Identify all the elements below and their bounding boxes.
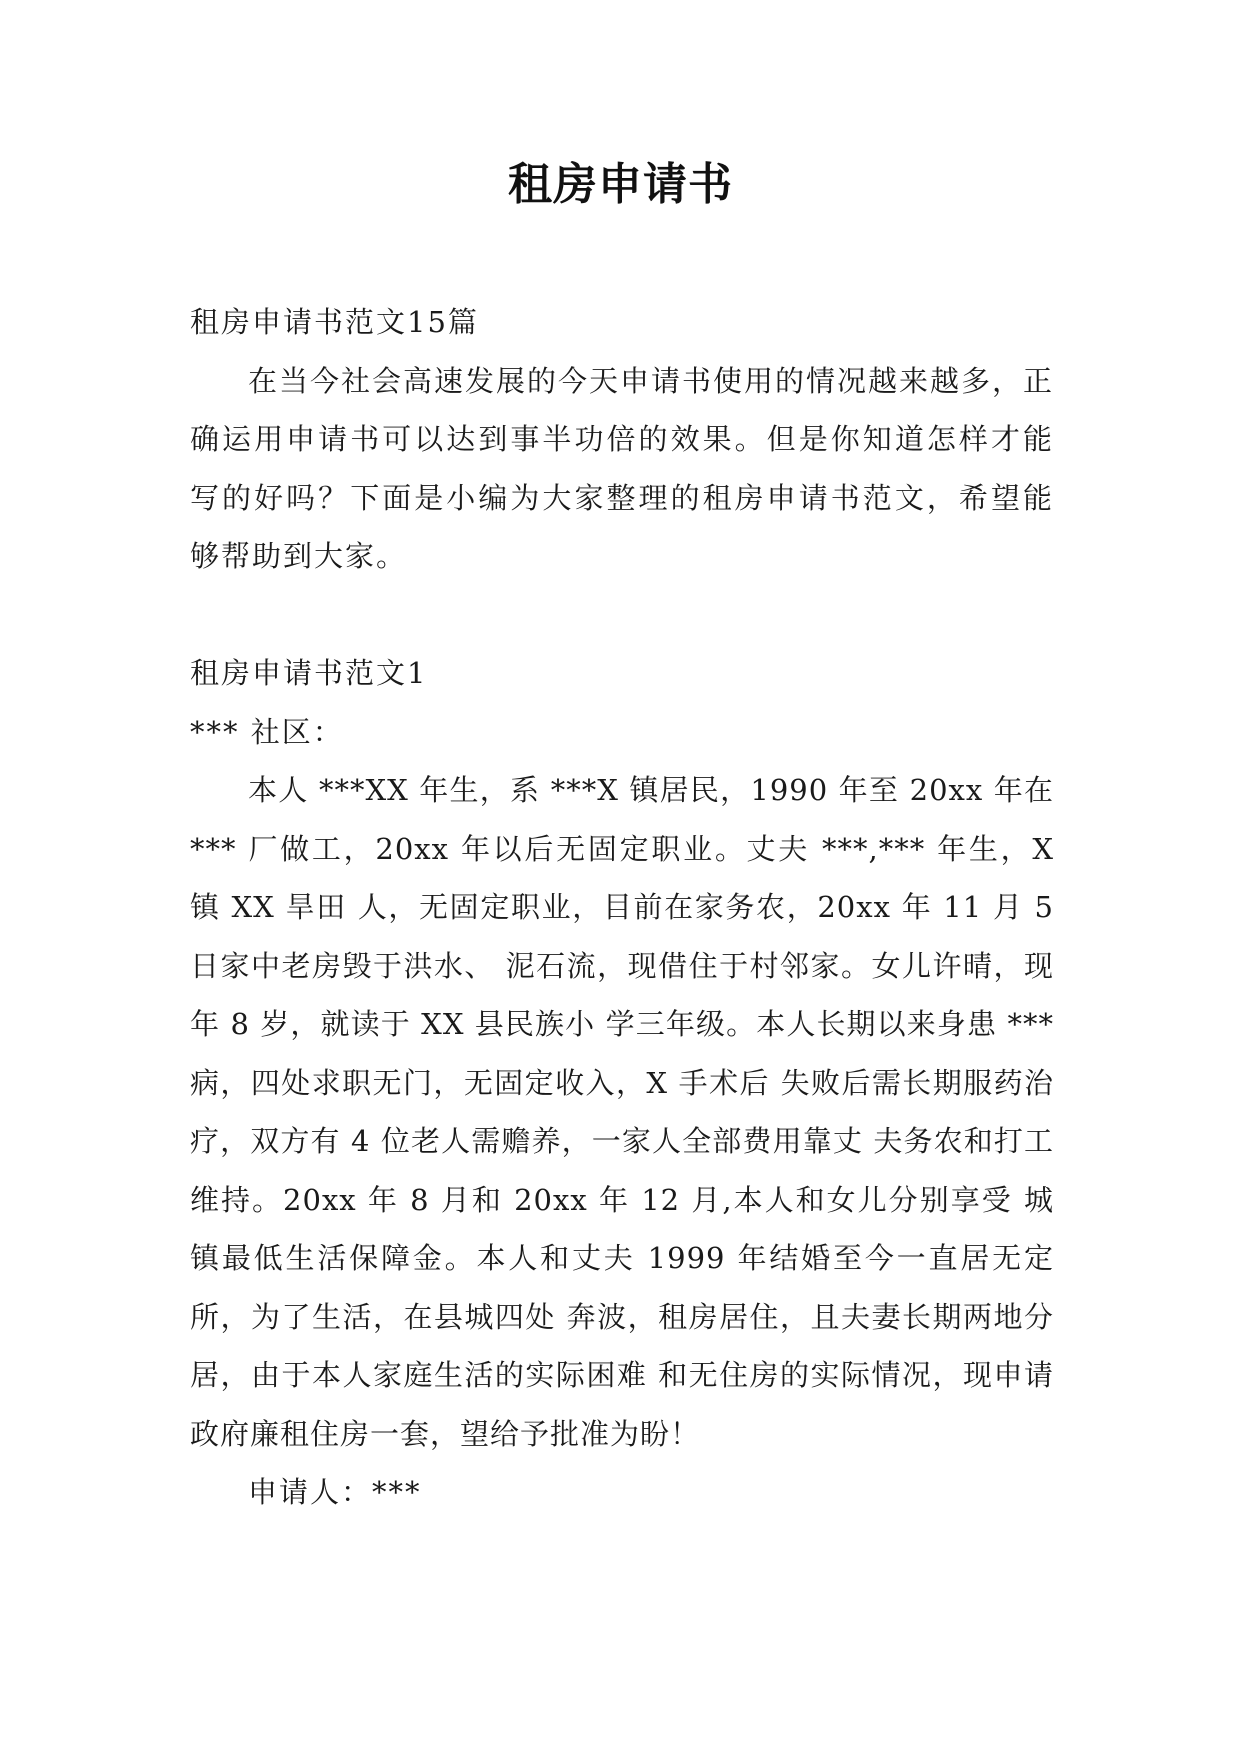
salutation-line: *** 社区： [190,714,344,749]
subtitle-line: 租房申请书范文15篇 [190,305,479,339]
document-title: 租房申请书 [508,159,733,210]
letter-body-paragraph: 本人 ***XX 年生，系 ***X 镇居民，1990 年至 20xx 年在 *** 厂做工，20xx 年以后无固定职业。丈夫 ***,*** 年生，X 镇 XX 旱田 人，无固定职业，目前在家务农，20xx 年 11 月 5 日家中老房毁于洪水、 泥石流，现借住于村邻家。女儿许晴，现年 8 岁，就读于 XX 县民族小 学三年级。本人长期以来身患 *** 病，四处求职无门，无固定收入，X 手术后 失败后需长期服药治疗，双方有 4 位老人需赡养，一家人全部费用靠丈 夫务农和打工维持。20xx 年 8 月和 20xx 年 12 月,本人和女儿分别享受 城镇最低生活保障金。本人和丈夫 1999 年结婚至今一直居无定所，为了生活，在县城四处 奔波，租房居住，且夫妻长期两地分居，由于本人家庭生活的实际困难 和无住房的实际情况，现申请政府廉租住房一套，望给予批准为盼！ [190,773,1054,1451]
document-body [190,293,1054,1522]
section-heading: 租房申请书范文1 [190,656,428,690]
intro-paragraph: 在当今社会高速发展的今天申请书使用的情况越来越多，正确运用申请书可以达到事半功倍的效果。但是你知道怎样才能写的好吗？下面是小编为大家整理的租房申请书范文，希望能够帮助到大家。 [190,363,1055,573]
signature-line: 申请人：*** [248,1475,422,1509]
paragraph-spacer [190,586,1054,645]
